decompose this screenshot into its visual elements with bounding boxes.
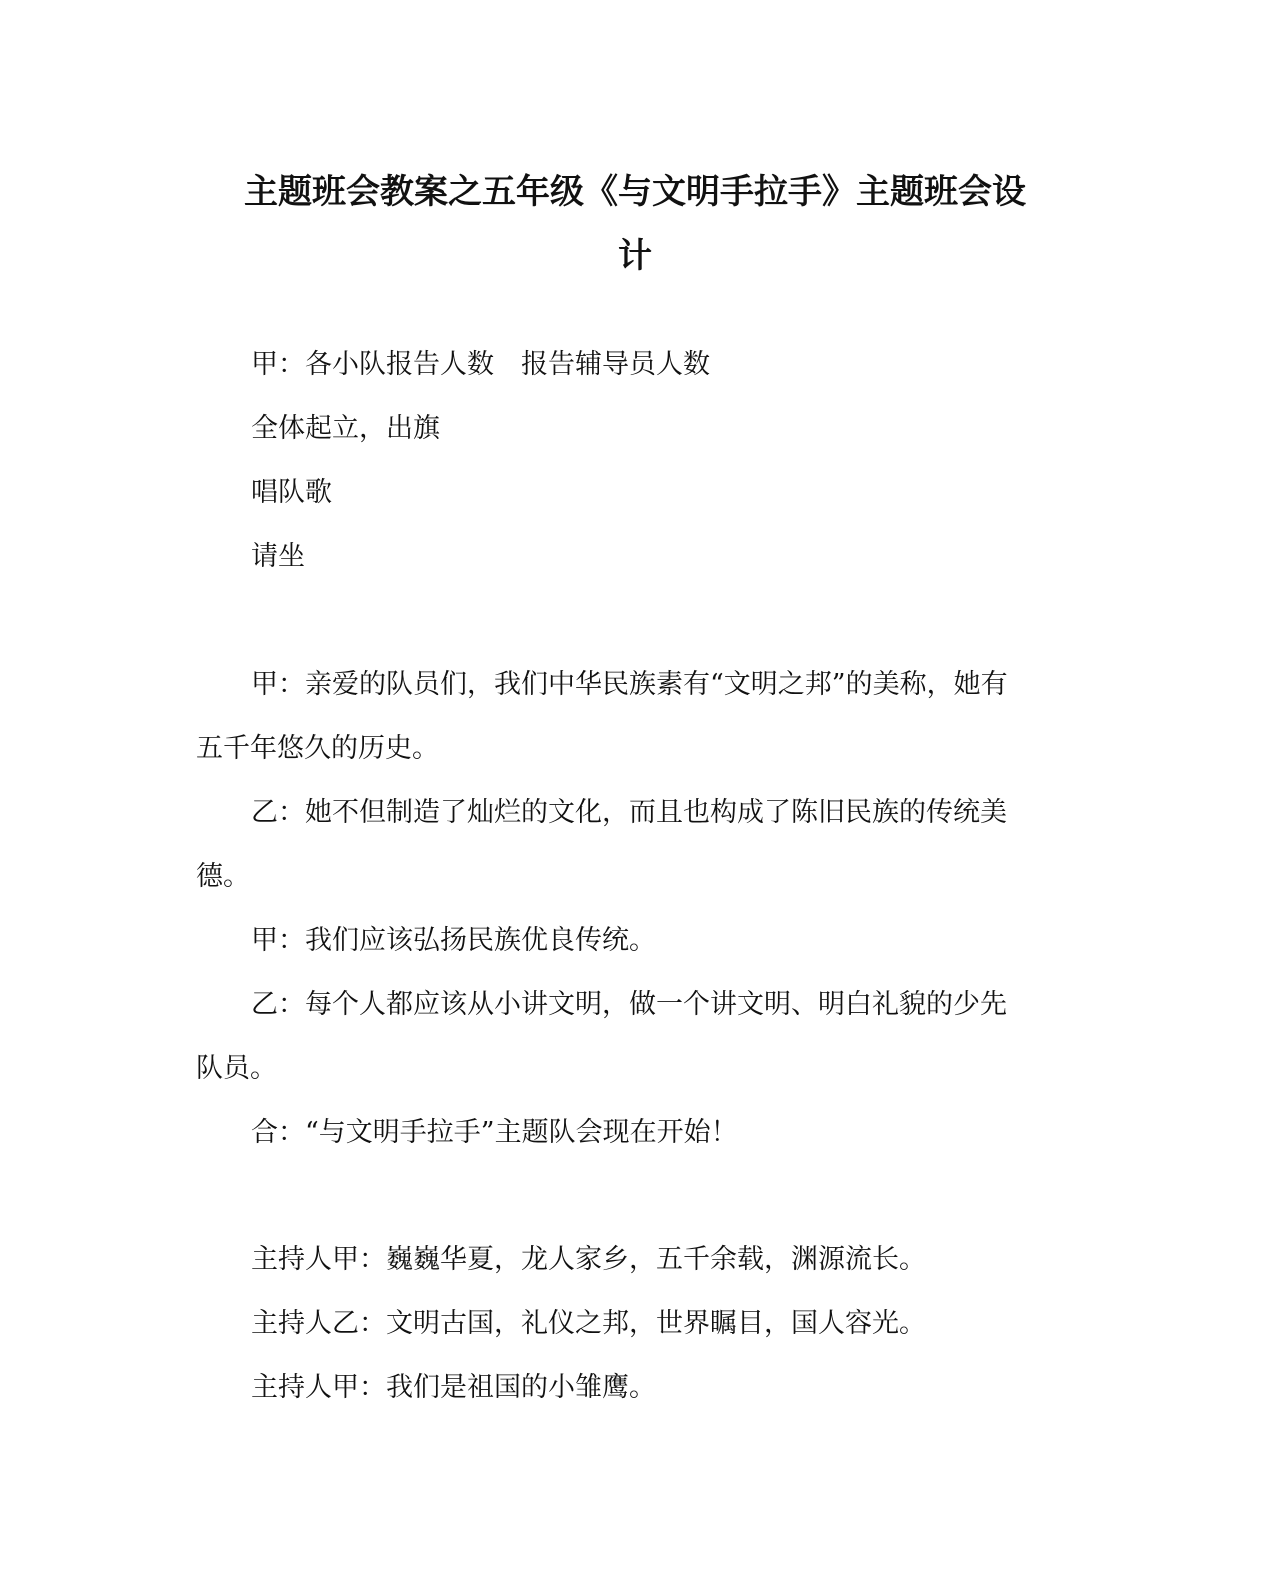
paragraph-line: 德。 <box>196 861 250 892</box>
page-title-line-2: 计 <box>618 236 652 276</box>
paragraph-line: 唱队歌 <box>251 477 332 508</box>
paragraph-line: 五千年悠久的历史。 <box>196 733 439 764</box>
paragraph-line: 乙：她不但制造了灿烂的文化，而且也构成了陈旧民族的传统美 <box>251 797 1007 828</box>
paragraph-line: 主持人甲：我们是祖国的小雏鹰。 <box>251 1372 656 1403</box>
paragraph-line: 全体起立，出旗 <box>251 413 440 444</box>
paragraph-line: 合：“与文明手拉手”主题队会现在开始！ <box>251 1117 738 1148</box>
paragraph-line: 乙：每个人都应该从小讲文明，做一个讲文明、明白礼貌的少先 <box>251 989 1007 1020</box>
paragraph-line: 甲：我们应该弘扬民族优良传统。 <box>251 925 656 956</box>
paragraph-line: 主持人乙：文明古国，礼仪之邦，世界瞩目，国人容光。 <box>251 1308 926 1339</box>
paragraph-line: 请坐 <box>251 541 305 572</box>
paragraph-line: 队员。 <box>196 1053 277 1084</box>
paragraph-line: 主持人甲：巍巍华夏，龙人家乡，五千余载，渊源流长。 <box>251 1244 926 1275</box>
paragraph-line: 甲：各小队报告人数 报告辅导员人数 <box>251 349 710 380</box>
page-title-line-1: 主题班会教案之五年级《与文明手拉手》主题班会设 <box>244 172 1026 212</box>
paragraph-line: 甲：亲爱的队员们，我们中华民族素有“文明之邦”的美称，她有 <box>251 669 1008 700</box>
